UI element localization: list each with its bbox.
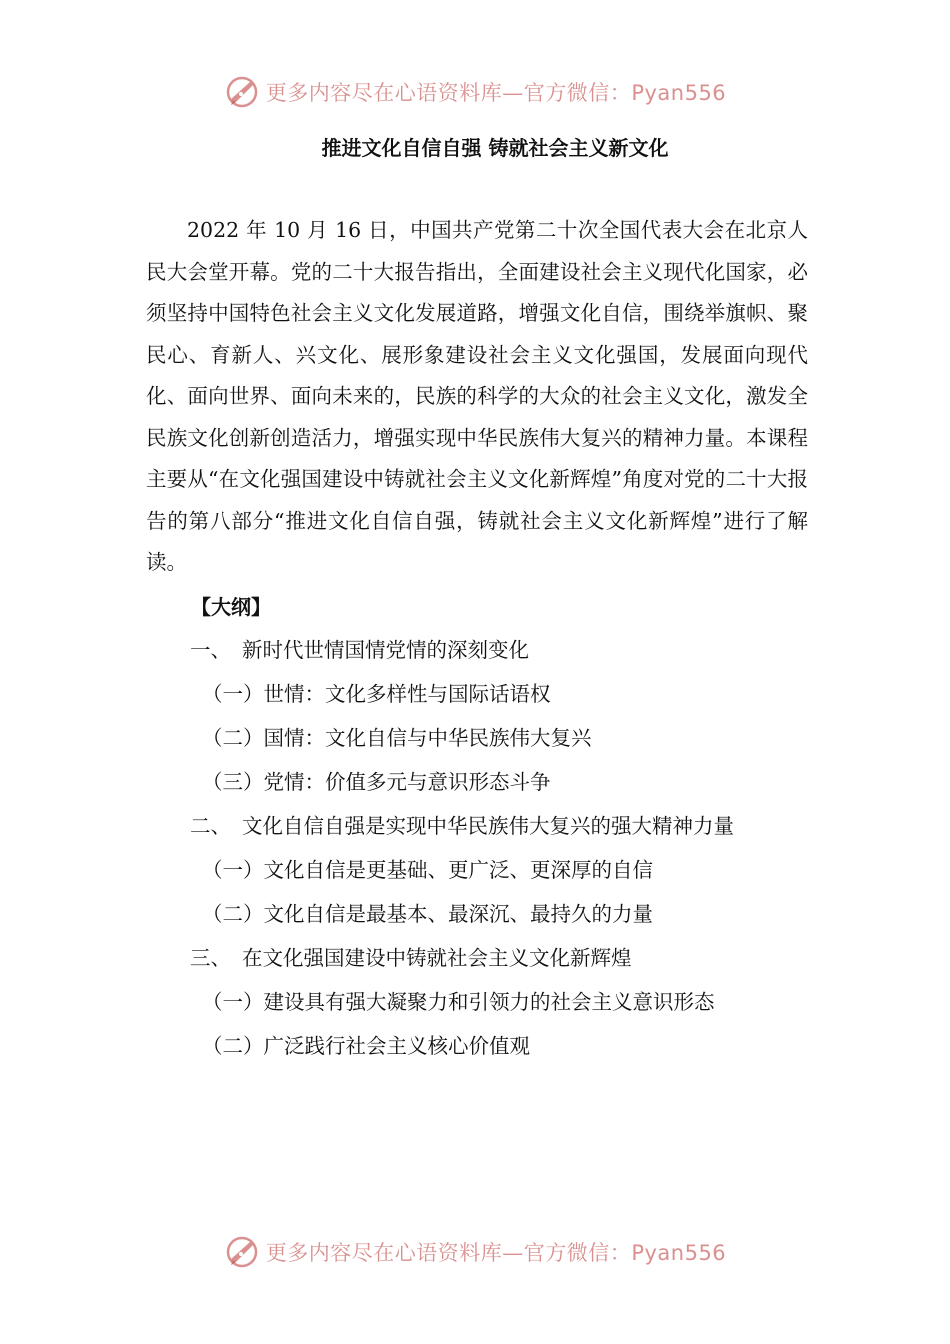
outline-section-3 <box>146 936 846 980</box>
section-title: 文化自信自强是实现中华民族伟大复兴的强大精神力量 <box>242 814 734 838</box>
intro-paragraph: 2022 年 10 月 16 日，中国共产党第二十次全国代表大会在北京人民大会堂开幕。党的二十大报告指出，全面建设社会主义现代化国家，必须坚持中国特色社会主义文化发展道路，增强文化自信，围绕举旗帜、聚民心、育新人、兴文化、展形象建设社会主义文化强国，发展面向现代化、面向世界、面向未来的，民族的科学的大众的社会主义文化，激发全民族文化创新创造活力，增强实现中华民族伟大复兴的精神力量。本课程主要从“在文化强国建设中铸就社会主义文化新辉煌”角度对党的二十大报告的第八部分“推进文化自信自强，铸就社会主义文化新辉煌”进行了解读。 <box>146 218 808 574</box>
outline-subsection: （三）党情：价值多元与意识形态斗争 <box>202 770 551 794</box>
outline-subsection: （一）建设具有强大凝聚力和引领力的社会主义意识形态 <box>202 990 715 1014</box>
pen-logo-icon <box>224 1234 260 1270</box>
watermark-slogan: 更多内容尽在心语资料库—官方微信： <box>265 1241 632 1265</box>
section-number: 三、 <box>190 946 231 970</box>
pen-logo-icon <box>224 74 260 110</box>
outline-section-2 <box>146 804 846 848</box>
watermark-footer <box>0 1232 950 1272</box>
watermark-text <box>266 77 726 107</box>
section-title: 在文化强国建设中铸就社会主义文化新辉煌 <box>242 946 632 970</box>
watermark-header <box>0 72 950 112</box>
section-number: 二、 <box>190 814 231 838</box>
outline-list <box>146 586 846 1068</box>
outline-subsection: （一）文化自信是更基础、更广泛、更深厚的自信 <box>202 858 653 882</box>
outline-heading: 【大纲】 <box>191 595 271 619</box>
document-title: 推进文化自信自强 铸就社会主义新文化 <box>321 136 669 160</box>
outline-subsection: （二）广泛践行社会主义核心价值观 <box>202 1034 530 1058</box>
section-number: 一、 <box>190 638 231 662</box>
outline-subsection: （二）文化自信是最基本、最深沉、最持久的力量 <box>202 902 653 926</box>
watermark-wechat-id: Pyan556 <box>631 1241 727 1265</box>
outline-subsection: （二）国情：文化自信与中华民族伟大复兴 <box>202 726 592 750</box>
section-title: 新时代世情国情党情的深刻变化 <box>242 638 529 662</box>
watermark-text <box>266 1237 726 1267</box>
outline-section-1 <box>146 628 846 672</box>
watermark-slogan: 更多内容尽在心语资料库—官方微信： <box>265 81 632 105</box>
outline-subsection: （一）世情：文化多样性与国际话语权 <box>202 682 551 706</box>
watermark-wechat-id: Pyan556 <box>631 81 727 105</box>
